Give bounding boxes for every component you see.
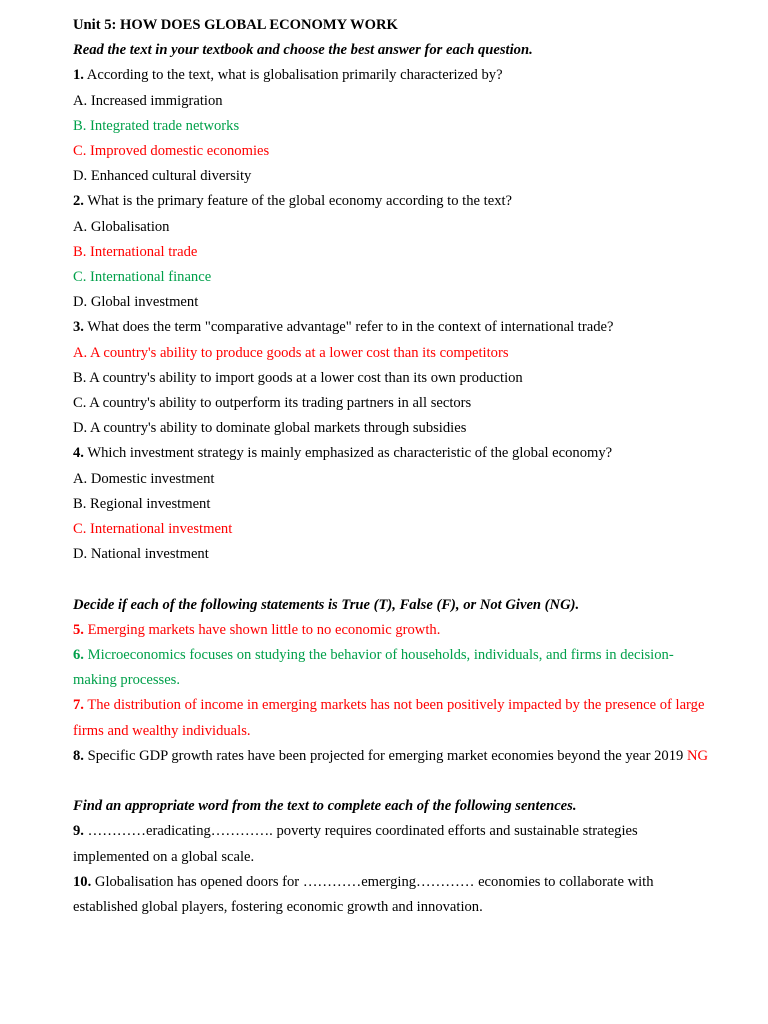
question-number: 2.	[73, 193, 84, 210]
statement-8	[73, 744, 713, 769]
q3-option-c: C. A country's ability to outperform its trading partners in all sectors	[73, 395, 472, 412]
question-text: What does the term "comparative advantage" refer to in the context of international trade?	[83, 319, 614, 336]
statement-5	[73, 618, 713, 643]
q3-option-d: D. A country's ability to dominate global markets through subsidies	[73, 420, 467, 437]
q1-option-c: C. Improved domestic economies	[73, 143, 270, 160]
q1-option-a: A. Increased immigration	[73, 92, 223, 109]
sentence-text: …………eradicating…………. poverty requires coordinated efforts and sustainable strategies implemented on a global scale.	[73, 823, 638, 865]
q4-option-b: B. Regional investment	[73, 495, 211, 512]
question-text: Which investment strategy is mainly emphasized as characteristic of the global economy?	[83, 445, 613, 462]
section1-instruction: Read the text in your textbook and choose the best answer for each question.	[73, 42, 533, 59]
question-number: 1.	[73, 67, 84, 84]
q4-option-a: A. Domestic investment	[73, 470, 215, 487]
q2-option-d: D. Global investment	[73, 294, 199, 311]
q3-option-b: B. A country's ability to import goods at a lower cost than its own production	[73, 369, 523, 386]
sentence-number: 9.	[73, 823, 84, 840]
sentence-9	[73, 819, 713, 869]
question-number: 3.	[73, 319, 84, 336]
question-text: According to the text, what is globalisation primarily characterized by?	[83, 67, 503, 84]
q3-option-a: A. A country's ability to produce goods at a lower cost than its competitors	[73, 344, 509, 361]
statement-text: Emerging markets have shown little to no economic growth.	[83, 621, 441, 638]
statement-number: 5.	[73, 621, 84, 638]
section3-instruction: Find an appropriate word from the text to complete each of the following sentences.	[73, 798, 577, 815]
question-text: What is the primary feature of the global economy according to the text?	[83, 193, 513, 210]
statement-number: 6.	[73, 647, 84, 664]
section2-instruction: Decide if each of the following statements is True (T), False (F), or Not Given (NG).	[73, 596, 580, 613]
q4-option-c: C. International investment	[73, 521, 233, 538]
sentence-10	[73, 870, 713, 920]
section-spacer	[73, 567, 713, 592]
question-1	[73, 63, 713, 88]
question-2	[73, 189, 713, 214]
statement-answer: NG	[686, 747, 709, 764]
sentence-text: Globalisation has opened doors for …………emerging………… economies to collaborate with established global players, fostering economic growth and innovation.	[73, 873, 654, 916]
q2-option-c: C. International finance	[73, 269, 212, 286]
statement-number: 8.	[73, 747, 84, 764]
question-number: 4.	[73, 445, 84, 462]
section-spacer	[73, 769, 713, 794]
statement-7	[73, 693, 713, 743]
sentence-number: 10.	[73, 873, 92, 890]
statement-6	[73, 643, 713, 693]
q1-option-d: D. Enhanced cultural diversity	[73, 168, 252, 185]
worksheet-content	[73, 13, 713, 920]
unit-title: Unit 5: HOW DOES GLOBAL ECONOMY WORK	[73, 17, 398, 33]
q4-option-d: D. National investment	[73, 546, 209, 563]
statement-text: Specific GDP growth rates have been projected for emerging market economies beyond the year 2019	[83, 747, 687, 764]
statement-number: 7.	[73, 697, 84, 714]
statement-text: Microeconomics focuses on studying the behavior of households, individuals, and firms in decision-making processes.	[73, 647, 674, 689]
question-3	[73, 315, 713, 340]
q1-option-b: B. Integrated trade networks	[73, 117, 240, 134]
question-4	[73, 441, 713, 466]
q2-option-b: B. International trade	[73, 243, 198, 260]
q2-option-a: A. Globalisation	[73, 218, 170, 235]
statement-text: The distribution of income in emerging markets has not been positively impacted by the presence of large firms and wealthy individuals.	[73, 697, 705, 739]
